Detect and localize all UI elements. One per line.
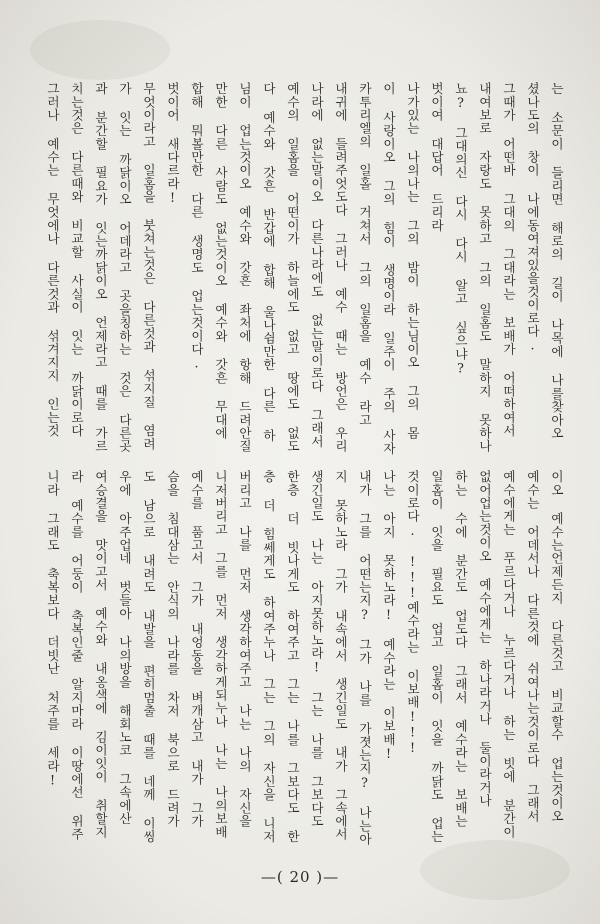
text-column: 가 잇는 까닭이오 어데라고 곳을칭하는 것은 다른곳 xyxy=(117,82,132,453)
text-column: 슴을 침대삼는 안식의 나라를 차저 북으로 드려가 xyxy=(165,470,180,828)
text-column: 여승결을 맛이고서 예수와 내옹색에 김이잇이 취할지 xyxy=(93,470,108,839)
text-column: 카투리엘의 일홀 거쳐서 그의 일홈을 예수 라고 xyxy=(357,82,372,427)
paper-stain xyxy=(30,20,170,80)
text-column: 그때가 어떤바 그대의 그대라는 보배가 어떠하여서 xyxy=(501,82,516,438)
text-column: 벗이어 새다르라! xyxy=(165,82,180,206)
text-column: 예수의 일홈을 어떤이가 하늘에도 없고 땅에도 없도 xyxy=(285,82,300,453)
text-column: 층 더 힘쎄게도 하여주누나 그는 그의 자신을 니저 xyxy=(261,470,276,844)
text-column: 나가있는 나의나는 그의 밤이 하는님이오 그의 몸 xyxy=(405,82,420,440)
text-column: 예수에게는 푸르다거나 누르다거나 하는 빗에 분간이 xyxy=(501,470,516,839)
text-column: 하는 수에 분간도 업도다 그래서 예수라는 보배는 xyxy=(453,470,468,828)
text-column: 예수를 품고서 그가 내엉동을 벼개삼고 내가 그가 xyxy=(189,470,204,828)
text-column: 내여보로 자랑도 못하고 그의 일홈도 말하지 못하나 xyxy=(477,82,492,453)
text-column: 없어업는것이오 예수에게는 하나라거나 둘이라거나 xyxy=(477,470,492,808)
text-column: 셨나도의 창이 나에동여져있을것이로다. xyxy=(525,82,540,354)
lower-text-block xyxy=(45,470,568,850)
text-column: 그러나 예수는 무엇에나 다른것과 섞겨지지 인는것 xyxy=(45,82,60,438)
text-column: 이 사랑이오 그의 힘이 생명이라 일주이 주의 사자 xyxy=(381,82,396,456)
text-column: 버리고 나를 먼저 생각하여주고 나는 나의 자신을 xyxy=(237,470,252,828)
text-column: 만한 다른 사람도 없는것이오 예수와 갓흔 무대에 xyxy=(213,82,228,440)
text-column: 예수는 어데서나 다른것에 쉬여나는것이로다 그래서 xyxy=(525,470,540,823)
text-column: 다 예수와 갓흔 반갑에 합해 울나쉼만한 다른 하 xyxy=(261,82,276,442)
text-column: 이오 예수는언제든지 다른것고 비교할수 업는것이오 xyxy=(549,470,564,823)
text-column: 일홈이 잇을 필요도 업고 일홈이 잇을 까닭도 업는 xyxy=(429,470,444,844)
text-column: 것이로다. !!!예수라는 이보배!!! xyxy=(405,470,420,756)
text-column: 라 예수를 어둥이 축복인줄 알지마라 이땅에선 위주 xyxy=(69,470,84,841)
text-column: 과 분간할 필요가 잇는까닭이오 언제라고 때를 가르 xyxy=(93,82,108,453)
text-column: 나는 아지 못하노라! 예수라는 이보배! xyxy=(381,470,396,762)
text-column: 무엇이라고 일홈을 붓쳐는것은 다른것과 섞지질 염려 xyxy=(141,82,156,451)
text-column: 는 소문이 들리면 해로의 길이 나목에 나를찾아오 xyxy=(549,82,564,440)
text-column: 한층 더 빗나게도 하여주고 그는 나를 그보다도 한 xyxy=(285,470,300,844)
text-column: 우에 아주업네 벗들아 나의방을 해회노코 그속에산 xyxy=(117,470,132,826)
text-column: 내가 그를 어떤는지? 그가 나를 가졋는지? 나는아 xyxy=(357,470,372,846)
text-column: 벗이여 대답어 드리라 xyxy=(429,82,444,232)
text-column: 도 남으로 내려도 내발을 편히멈출 때를 네께 이씽 xyxy=(141,470,156,844)
text-column: 나라에 없는말이오 다른나라에도 없는말이로다 그래서 xyxy=(309,82,324,448)
text-column: 지 못하노라 그가 내속에서 생긴일도 내가 그속에서 xyxy=(333,470,348,841)
text-column: 니저버리고 그를 먼저 생각하게되누나 나는 나의보배 xyxy=(213,470,228,839)
text-column: 생긴일도 나는 아지못하노라! 그는 나를 그보다도 xyxy=(309,470,324,828)
text-column: 님이 업는것이오 예수와 갓흔 좌처에 항해 드려안질 xyxy=(237,82,252,453)
text-column: 내귀에 들려주엇도다 그러나 예수 때는 방언은 우리 xyxy=(333,82,348,453)
page-number: —( 20 )— xyxy=(260,868,340,886)
upper-text-block xyxy=(45,82,568,462)
text-column: 합해 뭐볼만한 다른 생명도 업는것이다. xyxy=(189,82,204,372)
text-column: 치는것은 다른때와 비교할 사실이 잇는 까닭이로다 xyxy=(69,82,84,438)
text-column: 니라 그래도 축복보다 더빗난 처주를 세라! xyxy=(45,470,60,788)
text-column: 뇨? 그대의신 다시 다시 알고 싶으냐? xyxy=(453,82,468,376)
